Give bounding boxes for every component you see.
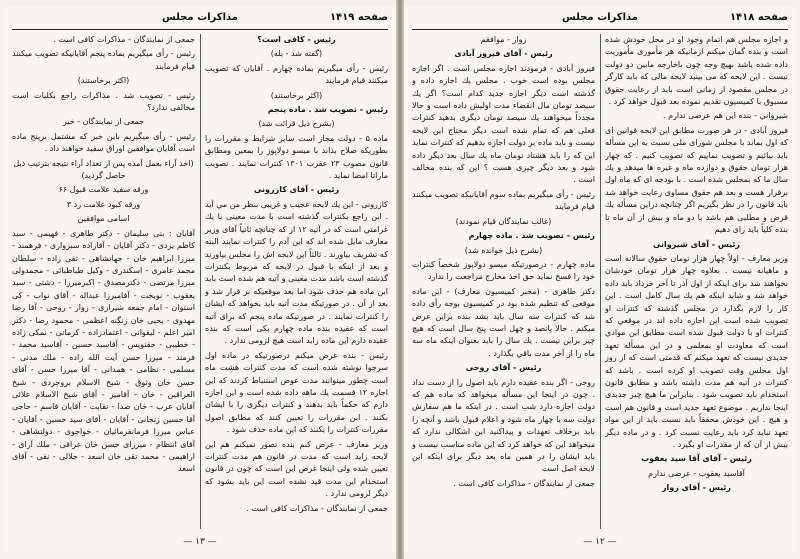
page-header <box>412 12 788 28</box>
paragraph: رئيس - آقاى كازرونى <box>253 185 340 195</box>
paragraph: ورقه سفيد علامت قبول ۶۶ <box>58 185 149 195</box>
paragraph: رئيس - تصويب شد . ماده چهارم <box>468 231 595 241</box>
paragraph: كازرونى - اين يك لايحه عجيب و غريبى بنظر من مي آيد . اين راجع بكنترات گذشته است با مدت معينى يا يك غرامتي است كه در آتيه ۱۲ از كه چنانچه ثانياً آقاى وزير معارف مايل شده اند كه اين آدم را كنترات نمايند البته كه تشريف بياورند . ثالثاً اين لايحه اش را مجلس بياورند و بعد از اينكه با قبول در لايحه كه مربوط بكنترات گذشته است باشد مدت معينى و آتيه هم شده است بايد اين ماده هم حذف شود اما بعد موقعيكه بر قرار شد و بعد از آن . در صورتيكه مدت آتيه بايد بخواهد كه ايشان را كنترات نمايند . در صورتيكه ماده پنجم كه براى آتيه است كه عقيده بنده ماده چهارم يكى است كه بنده عقيده دارم اين ماده زايد است هيچ لزومى ندارد . <box>205 199 388 346</box>
text-column-right <box>605 34 788 529</box>
paragraph: شيرواني - بنده اين هم عرضى ندارم . <box>663 111 788 121</box>
running-title: مذاكرات مجلس <box>561 12 638 23</box>
paragraph: رئيس - تصويب شد . مذاكرات راجع بكليات است مخالفى ندارد؟ <box>12 90 195 113</box>
paragraph: رئيس - آقاى آقا سيد يعقوب <box>641 454 752 464</box>
paragraph: اسامى موافقين <box>77 214 130 224</box>
paragraph: ماده چهارم - درصورتيكه ميسو دولاپوز شخصاً كنترات خود را فسخ نمايد حق اخذ مخارج مراجعت را ندارد <box>412 259 595 282</box>
paragraph: زوار - موافقم <box>480 35 527 44</box>
paragraph: روحى - اگر بنده عقيده دارم بايد اصول را از دست نداد . چون در اينجا اين مسأله ميخواهد كه ماده هم كه دولت اجازه دارد شب است . در اينكه ما هم سفارش دولت سه يا چهار ماه شود و اعلام قبول باشد و آنچه را بايد برخلاف تعهدات و پيداكنيد اين اشكالى ندارد كه ميخواهد اين كه خواهد كرد كه اين ماده مناسب نيست و بايد ايشان را در همين ماه بعد ديگر براى اينكه اين لايحه اصل است <box>412 377 595 474</box>
header-rule <box>12 29 388 30</box>
paragraph: (اكثر برخاستند) <box>270 90 323 100</box>
text-column-left <box>412 34 595 529</box>
page-footer-number: — ۱۳ — <box>183 537 217 547</box>
page-number: صفحه ۱۴۱۸ <box>729 12 788 23</box>
page-header <box>12 12 388 28</box>
paragraph: رئيس - رأى ميگيريم بماده سوم آقايانيكه تصويب ميكنند قيام فرمايند <box>412 189 595 212</box>
text-column-right <box>205 34 388 529</box>
paragraph: (اخذ آراء بعمل آمده پس از تعداد آراء نتيجه بترتيب ذيل حاصل گرديد) <box>13 158 194 181</box>
paragraph: رئيس - بنده عرض ميكنم درصورتيكه در ماده اول سرجوا نوشته شده است كه مدت كنترات هشت ماه است چطور ميتوانند مدت عوض استنباط كردند كه اين اجازه ۱۲ قسمت يك ماهه داده شده است و اين اجازه دارم كه حكماً بايد بدهند و كنترات ديگرى را با ايشان بكنند . اين مقررات را تعيين كنند كه مطابق اصول مقررات كنترات را بكنند كه اين ماده حذف شود . <box>205 350 388 435</box>
page-footer-number: — ۱۲ — <box>583 537 617 547</box>
paragraph: ورقه كبود علامت رد ۳ <box>66 199 141 209</box>
paragraph: دكتر طاهرى - (مخبر كميسيون معارف) - اين ماده موقعى كه تنظيم شده بود در كميسيون بوجه رأى داده شد كه كنترات سه سال بايد بشد بنده براين عرض ميكنم . حالا پانصد و چهل است پنج سال است كه هيچ چيز براين نيست . يك سال را بايد بعنوان اينكه ماه سه ماه را از آخر مدت باقي بگذارد . <box>412 286 595 358</box>
paragraph: (بشرح ذيل قرائت شد) <box>258 119 335 129</box>
paragraph: فيروز آبادى - فرمودند اجازه مجلس است . اگر اجازه مجلس بوده است خوب . مجلس يك اجازه داده و گذشته است ديگر اجازه جديد كدام است؟ اگر يك سيصد تومان مال انقضاء مدت اوليش داده است و حالا مجدداً ميخواهند يك سيصد تومان ديگرى بدهيد كنترات فعلى هم كه تمام شده است ديگر محتاج اين لايحه نيست و بايد ماده بر دولت اجازه بدهيم كه كنترات نمايد اين كه را بايد هشتاد تومان ماه يك سال بعد ديگر داده شود و بعد ديگر چيزى هست ؟ اين كه بنده مخالف است . <box>412 63 595 185</box>
paragraph: رئيس - آقاى زوار <box>661 483 732 493</box>
paragraph: جمعى از نمايندگان - مذاكرات كافى است . <box>53 35 195 44</box>
paragraph: (بشرح ذيل خوانده شد) <box>464 245 543 255</box>
paragraph: جمعى از نمايندگان - خير <box>62 117 145 127</box>
book-gutter <box>396 0 404 559</box>
paragraph: (اكثر برخاستند) <box>77 76 130 86</box>
column-divider <box>200 34 201 529</box>
paragraph: (گفته شد - بله) <box>270 49 323 59</box>
paragraph: رئيس - كافى است؟ <box>257 35 336 44</box>
paragraph: (غالب نمايندگان قيام نمودند) <box>455 216 552 226</box>
paragraph: رئيس - رأى ميگيريم باين خبر كه مشتمل برپنج ماده است آقايان موافقين اوراق سفيد خواهند داد . <box>12 131 195 154</box>
paragraph: رئيس - رأى ميگيريم بماده پنجم آقايانيكه تصويب ميكنند قيام فرمايند <box>12 49 195 71</box>
paragraph: رئيس - رأى ميگيريم بماده چهارم . آقايان كه تصويب ميكنند قيام فرمايند <box>205 63 388 86</box>
paragraph: وزير معارف - اولاً چهار هزار تومان حقوق سالانه است و ماهيانه نيست . بعلاوه چهار هزار تومان خودشان نخواهند شد براى اينكه از اول آذر تا آخر خرداد بايد داده خواهد شد و شايد اينكه هم يك سال كامل است . اين كار را لازم بگذارد در مجلس گذشته كه كنترات او تصويب شده است اين اجازه داده اند در موقعي كه كنترات او با دولت قبول شده است مطابق اين موادي است كه معاودت او بمعلمى و در اين مسأله تعهد جديدى نيست كه تعهد ميكنم كه قدمتى است كه از روز اول مجلس وقت تصويب او كرده است . باشد كه كنترات در آتيه هم مدت داشته باشد و مطابق قانون استخدام بايد تصويب شود . بنابراين ما هيچ چيز جديدى اينجا نداريم . موضوع تعهد جديد است و قانون هم است و هيچ . اين خودش محققاً بايد نسبت بايد از اين مواد تعهد نبايد كرد بايد رعايت نسبت كرد . و در ماده ديگر بيش از آن كه از مقدرات او بگيرد . <box>605 253 788 449</box>
running-title: مذاکرات مجلس <box>161 12 238 23</box>
text-column-left <box>12 34 195 529</box>
page-number: صفحه ۱۴۱۹ <box>329 12 388 23</box>
right-page <box>404 6 796 553</box>
left-page <box>4 6 396 553</box>
header-rule <box>412 29 788 30</box>
column-divider <box>600 34 601 529</box>
paragraph: رئيس - آقاى شيروانى <box>652 239 741 249</box>
paragraph: رئيس - تصويب شد . ماده پنجم <box>267 105 388 115</box>
paragraph: رئيس - آقاى فيروز آبادى <box>454 49 553 59</box>
paragraph: ماده ۵ - دولت مجاز است ساير شرايط و مقررات را بطوريكه صلاح بداند با ميسو دولاپوز را بمعين ومطابق قانون مصوب ۲۳ عقرب ۱۳۰۱ كنترات نمايند . تصويب ماراتا امضا نمايد . <box>205 133 388 181</box>
paragraph: جمعى از نمايندگان - مذاكرات كافى است . <box>453 478 595 488</box>
paragraph: آقايان : بنى سليمان - دكتر طاهرى - فهيمى - سيد كاظم يزدى - دكتر آقايان - آقازاده سبزوارى - فرهمند - ميرزا ابراهيم خان - جهانشاهى - تقى زاده - سلطان محمد عامرى - اسكندرى - وكيل طباطبائى - محمدولى ميرزا مرتضى - دكترمصدق - اكبرميرزا - دشتى - سيد يعقوب - نوبخت - آقاميرزا عبداله - آقاى نواب - كى استوان - امام جمعه شيرازى - زوار - روحى - آقا رضا مهدوى - يحيى خان زنگنه اعظمى - محمود رضا - دكتر امير اعلم - ليقوانى - اعتمادزاده - كرمانى - نمكى زاده - خطيبى - حقنويس - آقاسيد حسين - آقاسيد محمد - فرمند - ميرزا حسن آيت الله زاده - ملك مدنى - مسلمى - نظامى - همدانى - آقا ميرزا حسن - آقاى حسن خان وثوق - شيخ الاسلام بروجردى - شيخ العراقين - خان - آقامير - آقاى شيخ الاسلام علائى آقايان عرب - خان صدا - نقابت - آقايان قاسم - حاجى آقا حسين زنجانى - آقايان - آقاى سيد حسين - آقايان - عباس ميرزا فرمانفرمائيان - خواجوى - دولتشاهى - آقاى انتظام - ميرزاى حسن خان عراقى - ملك آراى - اراهيمى - محمد تقى خان اسعد - جلالى - نقى - آقاى اسعد <box>12 228 195 474</box>
paragraph: و اجازه مجلس هم اتمام وجود او در محل خودش شده است و بنده گمان ميكنم ازمانيكه هر مأمورى مأموريت داده شده باشد بهيچ وجه چون باخارجه مابين دو دولت نيست . اين لايحه كه مى بينيد لايحه مالى كه بايد كارگر در مجلس مقصود از زمانى است بايد از رعايت حقوق مسبوق با كميسيون تقديم نموده بعد قبول خواهد كرد . <box>605 35 788 107</box>
paragraph: آقاسيد يعقوب - عرضى ندارم <box>648 468 745 478</box>
paragraph: وزير معارف - عرض كنم بنده تصور نميكنم هم اين لايحه زايد است كه مدت در قانون هم مدت كنترات تعيين شده ولى اينجا غرض اين است كه چون در قانون استخدام اين مدت قيد نشده است اين بايد بشود كه ديگر لزومى ندارد . <box>205 439 388 499</box>
paragraph: رئيس - آقاى روحى <box>465 363 542 373</box>
paragraph: فيروز آبادى - در هر صورت مطابق اين لايحه قوانين اى كه اول بماند با مجلس شوراى ملى نسبت به اين مسأله بايد بيائيم و تصويب نماييم كه تصويب كنيم . كه چهار هزار تومان حقوق و دوازده ماه و غيره ها ميدهد و يك سال ما كه بمجلس شده است . با بودجه اى كه ماه اول برقرار هست و بعد هم حقوق مساوى رعايت خواهد شد بايد قانون را در نظر بگيريم اگر چنانچه دراين مسأله يك قرض و مطلبى هم باشد با دو ماه و بيش از آن ماه تا بنده كلياً بايد راى دهيم <box>605 125 788 235</box>
paragraph: جمعى از نمايندگان - مذاكرات كافى است . <box>246 503 388 513</box>
